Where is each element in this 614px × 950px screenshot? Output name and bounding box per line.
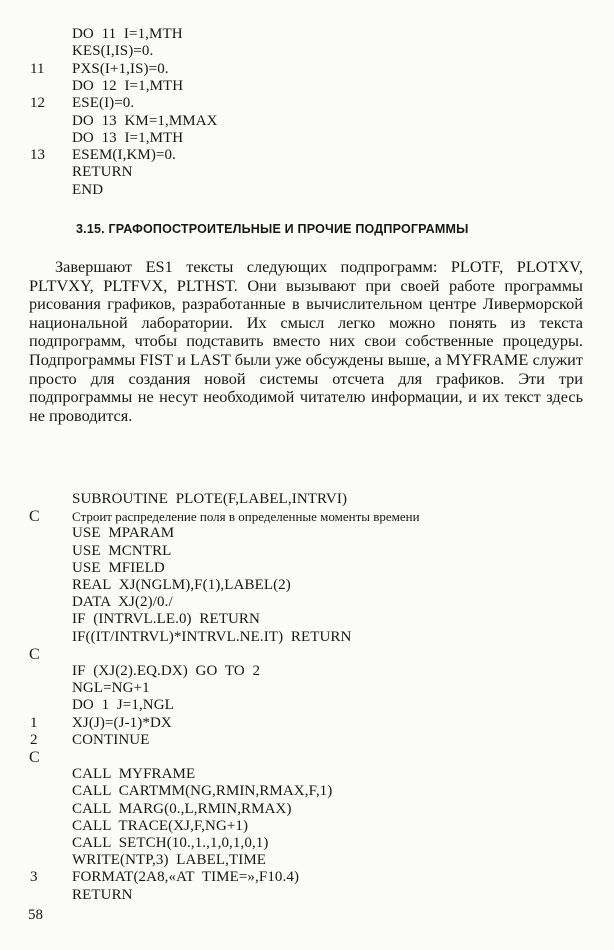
code-statement: CALL MYFRAME: [72, 766, 196, 783]
code-line: [0, 130, 614, 147]
code-statement: ESEM(I,KM)=0.: [72, 147, 176, 164]
code-line: [0, 887, 614, 904]
code-line: [0, 43, 614, 60]
code-line: [0, 525, 614, 542]
code-statement: CALL MARG(0.,L,RMIN,RMAX): [72, 800, 292, 817]
code-line: [0, 629, 614, 646]
code-statement: FORMAT(2A8,«AT TIME=»,F10.4): [72, 869, 300, 886]
statement-label: C: [29, 645, 40, 663]
code-statement: USE MCNTRL: [72, 542, 172, 559]
code-statement: DO 13 I=1,MTH: [72, 129, 184, 146]
code-statement: IF (INTRVL.LE.0) RETURN: [72, 611, 260, 628]
statement-label: 12: [30, 95, 45, 112]
code-statement: WRITE(NTP,3) LABEL,TIME: [72, 852, 267, 869]
code-statement: DO 11 I=1,MTH: [72, 26, 183, 42]
code-statement: DATA XJ(2)/0./: [72, 594, 173, 611]
code-line: [0, 147, 614, 164]
code-statement: RETURN: [72, 164, 133, 181]
code-line: [0, 766, 614, 783]
code-statement: USE MPARAM: [72, 525, 175, 542]
code-line: [0, 560, 614, 577]
code-statement: CALL CARTMM(NG,RMIN,RMAX,F,1): [72, 783, 333, 800]
code-line: [0, 646, 614, 663]
code-statement: REAL XJ(NGLM),F(1),LABEL(2): [72, 577, 291, 593]
code-statement: XJ(J)=(J-1)*DX: [72, 714, 172, 731]
code-line: [0, 26, 614, 43]
code-statement: IF (XJ(2).EQ.DX) GO TO 2: [72, 663, 261, 679]
code-line: [0, 783, 614, 800]
code-line: [0, 113, 614, 130]
code-line: [0, 594, 614, 611]
page-number: 58: [28, 907, 43, 923]
code-line: [0, 61, 614, 78]
code-statement: RETURN: [72, 886, 133, 903]
statement-label: C: [29, 508, 40, 526]
statement-label: 2: [30, 731, 38, 748]
statement-label: 1: [30, 714, 38, 731]
code-line: [0, 697, 614, 714]
statement-label: C: [29, 749, 40, 766]
code-line: [0, 869, 614, 886]
code-statement: CALL SETCH(10.,1.,1,0,1,0,1): [72, 835, 269, 851]
code-statement: END: [72, 181, 104, 198]
code-statement: KES(I,IS)=0.: [72, 43, 154, 60]
code-line: [0, 182, 614, 199]
code-statement: PXS(I+1,IS)=0.: [72, 60, 169, 77]
code-line: [0, 164, 614, 181]
code-statement: CONTINUE: [72, 731, 150, 748]
code-line: [0, 663, 614, 680]
code-statement: SUBROUTINE PLOTE(F,LABEL,INTRVI): [72, 491, 348, 507]
code-line: [0, 508, 614, 525]
code-line: [0, 732, 614, 749]
code-line: [0, 680, 614, 697]
code-statement: CALL TRACE(XJ,F,NG+1): [72, 817, 249, 834]
code-line: [0, 491, 614, 508]
code-line: [0, 611, 614, 628]
code-line: [0, 95, 614, 112]
code-statement: ESE(I)=0.: [72, 95, 135, 112]
section-heading: 3.15. ГРАФОПОСТРОИТЕЛЬНЫЕ И ПРОЧИЕ ПОДПРОГРАММЫ: [76, 222, 469, 236]
code-line: [0, 801, 614, 818]
code-statement: DO 12 I=1,MTH: [72, 77, 184, 94]
statement-label: 11: [30, 60, 45, 77]
code-statement: USE MFIELD: [72, 559, 165, 576]
code-line: [0, 835, 614, 852]
code-line: [0, 78, 614, 95]
code-line: [0, 749, 614, 766]
code-statement: NGL=NG+1: [72, 680, 150, 697]
statement-label: 3: [30, 869, 38, 886]
code-line: [0, 852, 614, 869]
code-line: [0, 577, 614, 594]
code-comment: Строит распределение поля в определенные моменты времени: [72, 509, 420, 525]
code-statement: IF((IT/INTRVL)*INTRVL.NE.IT) RETURN: [72, 628, 352, 645]
code-line: [0, 715, 614, 732]
code-line: [0, 543, 614, 560]
code-statement: DO 13 KM=1,MMAX: [72, 112, 218, 129]
code-line: [0, 818, 614, 835]
code-statement: DO 1 J=1,NGL: [72, 697, 174, 714]
section-paragraph: Завершают ES1 тексты следующих подпрограмм: PLOTF, PLOTXV, PLTVXY, PLTFVX, PLTHST. Они вызывают при своей работе программы рисования графиков, разработанные в вычислительном центре Ливерморской национальной лаборатории. Их смысл легко можно понять из текста подпрограмм, чтобы подставить вместо них свои собственные процедуры. Подпрограммы FIST и LAST были уже обсуждены выше, а MYFRAME служит просто для создания новой системы отсчета для графиков. Эти три подпрограммы не несут необходимой читателю информации, и их текст здесь не проводится.: [29, 257, 583, 425]
statement-label: 13: [30, 147, 45, 164]
